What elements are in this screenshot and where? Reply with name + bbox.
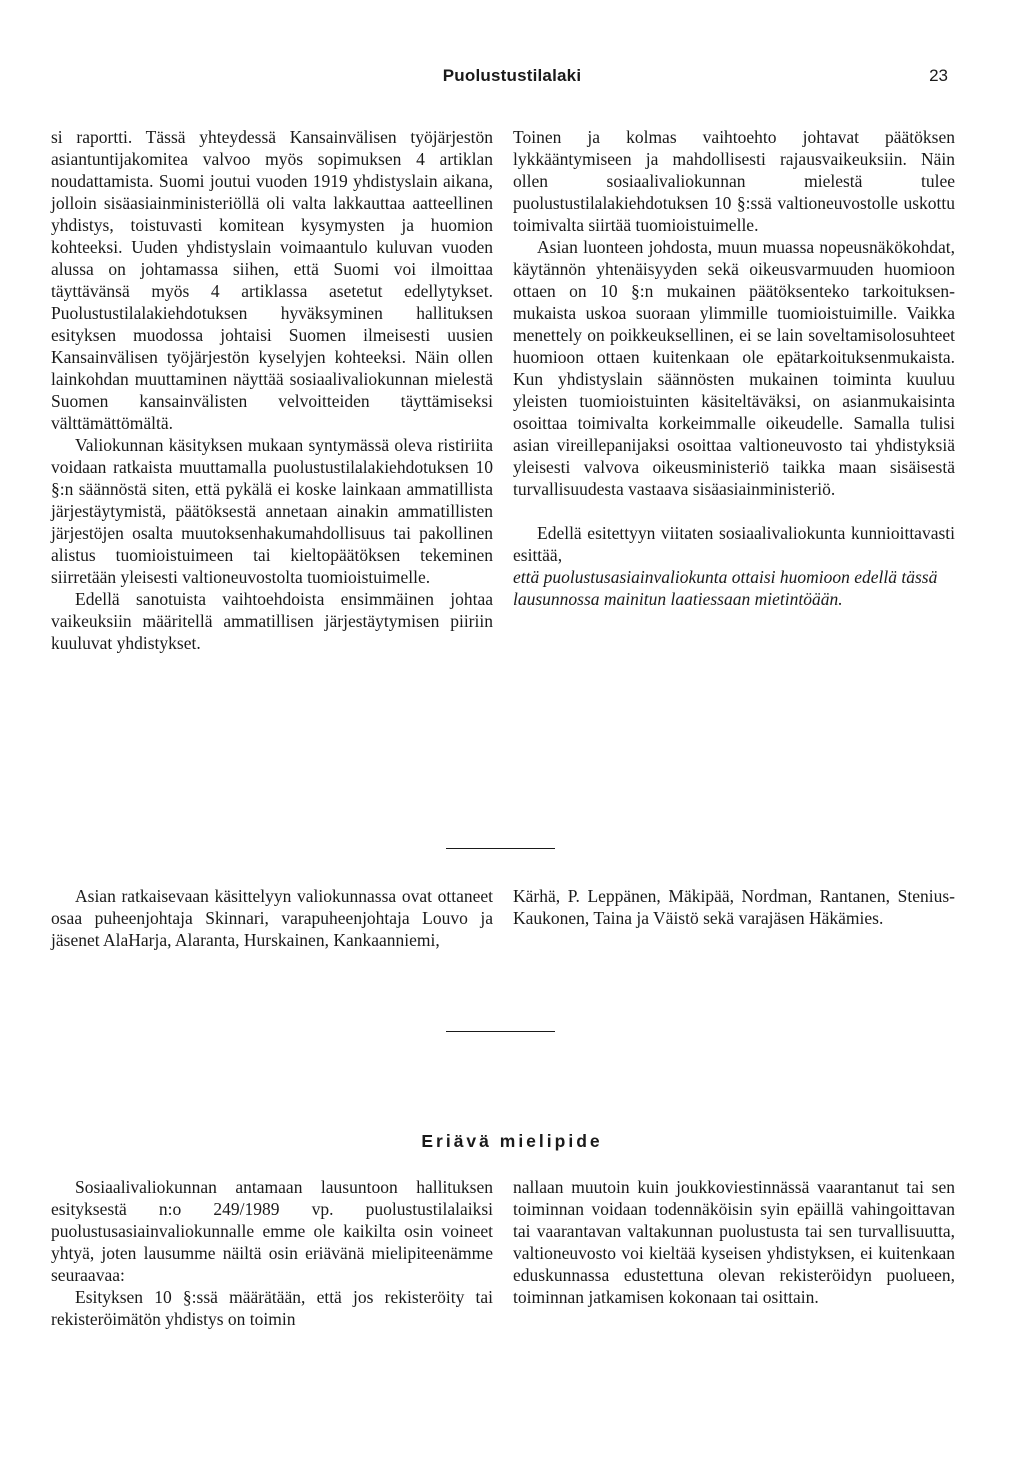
body-paragraph: Asian luonteen johdosta, muun muassa nopeusnäkökohdat, käytännön yhtenäisyyden sekä oikeusvarmuuden huomioon ottaen on 10 §:n mukainen päätöksenteko tarkoituksenmukaista uskoa suoraan ylimmille tuomioistuimille. Vaikka menettely on poikkeuksellinen, ei se lain soveltamisolosuhteet huomioon ottaen kuitenkaan ole epätarkoituksenmukaista. Kun yhdistyslain säännösten mukainen toiminta kuuluu yleisten tuomioistuinten käsiteltäväksi, on asianmukaisinta osoittaa toimivalta korkeimmalle oikeudelle. Samalla tulisi asian vireillepanijaksi osoittaa valtioneuvosto tai yhdistyksiä yleisesti valvova oikeusministeriö taikka maan sisäisestä turvallisuudesta vastaava sisäasiainministeriö. — [513, 237, 955, 499]
page-number: 23 — [929, 66, 948, 85]
section-divider — [446, 1031, 555, 1032]
body-paragraph: Toinen ja kolmas vaihtoehto johtavat päätöksen lykkääntymiseen ja mahdollisesti rajausvaikeuksiin. Näin ollen sosiaalivaliokunnan mielestä tulee puolustustilalakiehdotuksen 10 §:ssä valtioneuvostolle uskottu toimivalta siirtää tuomioistuimelle. — [513, 127, 955, 235]
body-paragraph: Valiokunnan käsityksen mukaan syntymässä oleva ristiriita voidaan ratkaista muuttamalla puolustustilalakiehdotuksen 10 §:n säännöstä siten, että pykälä ei koske lainkaan ammatillista järjestäytymistä, päätöksestä annetaan ainakin ammatillisten järjestöjen osalta muutoksenhakumahdollisuus tai pakollinen alistus tuomioistuimeen tai kieltopäätöksen tekeminen siirretään yleisesti valtioneuvostolta tuomioistuimelle. — [51, 435, 493, 587]
closing-statement: Edellä esitettyyn viitaten sosiaalivaliokunta kunnioittavasti esittää, — [513, 523, 955, 565]
dissent-heading: Eriävä mielipide — [421, 1131, 603, 1151]
body-paragraph: nallaan muutoin kuin joukkoviestinnässä vaarantanut tai sen toiminnan voidaan todennäköisin syin epäillä vahingoittavan tai vaarantavan valtakunnan puolustusta tai sen turvallisuutta, valtioneuvosto voi kieltää kyseisen yhdistyksen, ei kuitenkaan eduskunnassa edustettuna olevan rekisteröidyn puolueen, toiminnan jatkamisen kokonaan tai osittain. — [513, 1177, 955, 1307]
participants-left-column — [51, 885, 493, 951]
running-header-title: Puolustustilalaki — [442, 66, 582, 85]
top-left-column — [51, 126, 493, 654]
committee-proposal: että puolustusasiainvaliokunta ottaisi huomioon edellä tässä lausunnossa mainitun laatiessaan mietintöään. — [513, 567, 938, 609]
participants-right-column — [513, 885, 955, 929]
section-divider — [446, 848, 555, 849]
participants-text: Kärhä, P. Leppänen, Mäkipää, Nordman, Rantanen, Stenius-Kaukonen, Taina ja Väistö sekä varajäsen Häkämies. — [513, 886, 955, 928]
participants-text: Asian ratkaisevaan käsittelyyn valiokunnassa ovat ottaneet osaa puheenjohtaja Skinnari, varapuheenjohtaja Louvo ja jäsenet AlaHarja, Alaranta, Hurskainen, Kankaanniemi, — [51, 886, 493, 950]
body-paragraph: Edellä sanotuista vaihtoehdoista ensimmäinen johtaa vaikeuksiin määritellä ammatillisen järjestäytymisen piiriin kuuluvat yhdistykset. — [51, 589, 493, 653]
body-paragraph: si raportti. Tässä yhteydessä Kansainvälisen työjärjestön asiantuntijakomitea valvoo myös sopimuksen 4 artiklan noudattamista. Suomi joutui vuoden 1919 yhdistyslain aikana, jolloin sisäasiainministeriöllä oli valta lakkauttaa aatteellinen yhdistys, toistuvasti komitean kysymysten ja huomion kohteeksi. Uuden yhdistyslain voimaantulo kuluvan vuoden alussa on johtamassa siihen, että Suomi voi ilmoittaa täyttävänsä myös 4 artiklassa asetetut edellytykset. Puolustustilalakiehdotuksen hyväksyminen hallituksen esityksen muodossa johtaisi Suomen ilmeisesti uusien Kansainvälisen työjärjestön kyselyjen kohteeksi. Näin ollen lainkohdan muuttaminen näyttää sosiaalivaliokunnan mielestä Suomen kansainvälisten velvoitteiden täyttämiseksi välttämättömältä. — [51, 127, 493, 433]
dissent-right-column — [513, 1176, 955, 1308]
dissent-left-column — [51, 1176, 493, 1330]
top-right-column — [513, 126, 955, 610]
body-paragraph: Sosiaalivaliokunnan antamaan lausuntoon hallituksen esityksestä n:o 249/1989 vp. puolustustilalaiksi puolustusasiainvaliokunnalle emme ole kaikilta osin voineet yhtyä, joten lausumme näiltä osin eriävänä mielipiteenämme seuraavaa: — [51, 1177, 493, 1285]
body-paragraph: Esityksen 10 §:ssä määrätään, että jos rekisteröity tai rekisteröimätön yhdistys on toimin — [51, 1287, 493, 1329]
